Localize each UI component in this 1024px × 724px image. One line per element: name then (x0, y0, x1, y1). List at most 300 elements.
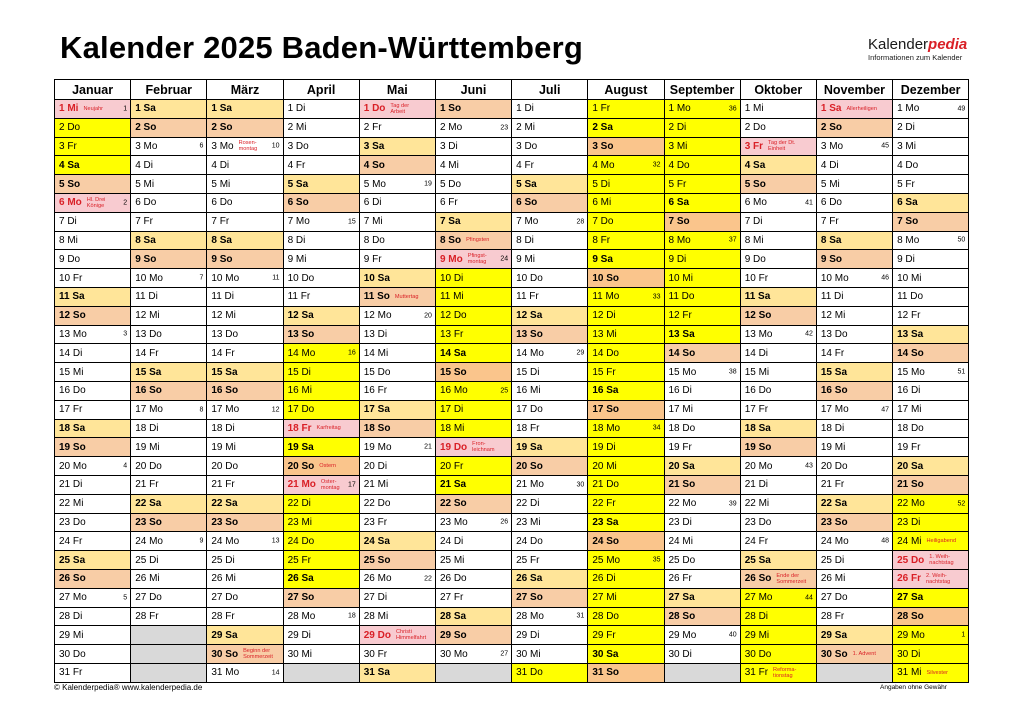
day-label: 26 Mo (363, 573, 392, 585)
day-label: 6 Fr (439, 197, 458, 209)
day-cell (893, 570, 969, 589)
day-cell (817, 175, 893, 194)
day-cell (512, 476, 588, 495)
day-cell (893, 100, 969, 119)
day-label: 7 Di (59, 216, 77, 228)
day-label: 17 Mo (135, 404, 163, 416)
day-label: 10 Do (287, 272, 315, 284)
day-cell (360, 194, 436, 213)
day-label: 23 So (820, 516, 848, 528)
day-label: 31 Fr (744, 667, 769, 679)
day-cell (512, 608, 588, 627)
day-label: 19 So (59, 441, 86, 453)
day-cell (893, 608, 969, 627)
day-cell (817, 213, 893, 232)
week-number: 7 (199, 274, 204, 282)
holiday-note: 1. Advent (852, 651, 876, 657)
day-label: 10 Sa (363, 272, 390, 284)
day-cell (741, 175, 817, 194)
day-label: 15 Mo (668, 366, 697, 378)
day-label: 13 Do (211, 328, 239, 340)
day-cell (512, 175, 588, 194)
day-cell (284, 326, 360, 345)
day-cell (55, 401, 131, 420)
day-cell (436, 626, 512, 645)
day-label: 13 Sa (897, 328, 924, 340)
day-cell (893, 626, 969, 645)
day-label: 19 Di (592, 441, 616, 453)
day-cell (360, 570, 436, 589)
week-number: 44 (805, 594, 813, 602)
day-label: 18 Do (668, 422, 696, 434)
day-cell (284, 608, 360, 627)
day-cell (817, 156, 893, 175)
holiday-note: Allerheiligen (846, 105, 877, 112)
day-label: 25 Di (820, 554, 845, 566)
day-cell (131, 589, 207, 608)
day-label: 12 Mi (135, 310, 160, 322)
day-cell (284, 119, 360, 138)
day-cell (207, 664, 283, 683)
day-cell (588, 250, 664, 269)
day-cell (512, 551, 588, 570)
day-label: 27 Mo (744, 592, 773, 604)
day-label: 31 So (592, 667, 619, 679)
day-cell (131, 194, 207, 213)
day-cell (55, 476, 131, 495)
day-label: 22 Mi (744, 498, 770, 510)
day-label: 17 Fr (744, 404, 769, 416)
month-header: Juni (436, 80, 512, 100)
day-cell (360, 626, 436, 645)
day-cell (284, 307, 360, 326)
day-cell (207, 250, 283, 269)
week-number: 41 (805, 199, 813, 207)
week-number: 52 (957, 500, 966, 508)
week-number: 21 (424, 443, 432, 451)
day-cell (436, 457, 512, 476)
day-cell (436, 344, 512, 363)
day-cell (360, 589, 436, 608)
day-label: 5 Mi (135, 178, 155, 190)
day-cell (512, 382, 588, 401)
day-label: 22 Fr (592, 498, 616, 510)
day-label: 31 Sa (363, 667, 390, 679)
day-label: 13 Di (363, 328, 388, 340)
day-label: 16 Di (897, 385, 921, 397)
day-cell (207, 138, 283, 157)
day-label: 4 Do (897, 159, 919, 171)
day-label: 29 Di (516, 629, 540, 641)
day-label: 18 Fr (287, 422, 312, 434)
day-cell (893, 269, 969, 288)
day-cell (893, 514, 969, 533)
day-label: 5 Sa (516, 178, 537, 190)
month-header: Januar (55, 80, 131, 100)
day-cell (55, 269, 131, 288)
day-cell (512, 138, 588, 157)
day-label: 1 Mo (897, 103, 920, 115)
week-number: 2 (123, 199, 128, 207)
day-cell (512, 100, 588, 119)
day-label: 26 Mi (211, 573, 236, 585)
day-cell (207, 382, 283, 401)
day-cell (817, 119, 893, 138)
day-label: 18 Do (897, 422, 924, 434)
day-cell (512, 570, 588, 589)
day-cell (131, 175, 207, 194)
empty-day-cell (131, 664, 207, 683)
holiday-note: Karfreitag (316, 425, 341, 432)
day-label: 21 Sa (439, 479, 467, 491)
day-cell (55, 344, 131, 363)
day-cell (131, 514, 207, 533)
day-label: 7 Di (744, 216, 763, 228)
holiday-note: Silvester (926, 669, 948, 676)
day-cell (512, 269, 588, 288)
day-label: 25 Mo (592, 554, 621, 566)
day-cell (512, 589, 588, 608)
day-label: 19 Mo (363, 441, 392, 453)
day-cell (588, 232, 664, 251)
day-cell (741, 250, 817, 269)
day-label: 23 Fr (363, 516, 388, 528)
day-cell (55, 156, 131, 175)
day-cell (284, 438, 360, 457)
day-label: 2 So (211, 122, 233, 134)
day-label: 24 Di (439, 535, 464, 547)
day-cell (817, 194, 893, 213)
day-label: 22 Mi (59, 498, 84, 510)
day-cell (55, 532, 131, 551)
holiday-note: Tag der Dt. Einheit (768, 140, 796, 153)
day-cell (665, 175, 741, 194)
day-cell (55, 645, 131, 664)
day-cell (588, 401, 664, 420)
week-number: 26 (500, 518, 509, 526)
day-cell (665, 495, 741, 514)
day-cell (741, 664, 817, 683)
day-cell (284, 213, 360, 232)
day-label: 9 Do (744, 253, 766, 265)
day-label: 15 Sa (211, 366, 238, 378)
day-label: 7 Sa (439, 216, 461, 228)
day-label: 16 Mi (287, 385, 313, 397)
day-cell (817, 514, 893, 533)
day-cell (817, 288, 893, 307)
week-number: 36 (728, 105, 737, 113)
day-cell (360, 363, 436, 382)
day-cell (741, 608, 817, 627)
day-cell (741, 645, 817, 664)
day-cell (512, 194, 588, 213)
day-label: 20 So (287, 460, 315, 472)
day-cell (55, 608, 131, 627)
week-number: 45 (881, 142, 890, 150)
day-label: 21 Fr (211, 479, 235, 491)
day-label: 31 Do (516, 667, 543, 679)
day-cell (665, 420, 741, 439)
holiday-note: Heiligabend (926, 538, 957, 545)
logo[interactable] (868, 37, 972, 62)
day-cell (817, 232, 893, 251)
day-cell (55, 420, 131, 439)
day-label: 10 Di (439, 272, 464, 284)
day-label: 8 Sa (820, 234, 842, 246)
day-cell (817, 363, 893, 382)
day-cell (893, 138, 969, 157)
day-label: 24 Sa (363, 535, 390, 547)
day-cell (55, 326, 131, 345)
day-cell (131, 382, 207, 401)
day-cell (741, 344, 817, 363)
day-cell (741, 119, 817, 138)
day-cell (741, 288, 817, 307)
day-cell (131, 420, 207, 439)
day-label: 5 Fr (668, 178, 687, 190)
day-label: 7 So (897, 216, 919, 228)
day-label: 3 Mi (668, 140, 688, 152)
day-label: 23 Di (668, 516, 692, 528)
footer-copyright: © Kalenderpedia® www.kalenderpedia.de (54, 683, 203, 692)
day-cell (817, 250, 893, 269)
day-label: 1 Sa (820, 103, 842, 115)
day-cell (893, 551, 969, 570)
day-cell (436, 382, 512, 401)
day-cell (436, 363, 512, 382)
day-cell (55, 138, 131, 157)
month-header: Juli (512, 80, 588, 100)
day-cell (131, 288, 207, 307)
week-number: 14 (271, 669, 280, 677)
day-label: 7 Mi (363, 216, 383, 228)
day-label: 6 Do (211, 197, 233, 209)
month-header: Dezember (893, 80, 969, 100)
page-title: Kalender 2025 Baden-Württemberg (60, 30, 583, 65)
day-cell (284, 382, 360, 401)
day-cell (360, 438, 436, 457)
day-label: 23 Di (897, 516, 921, 528)
day-label: 23 So (211, 516, 239, 528)
day-label: 5 Fr (897, 178, 915, 190)
day-label: 24 Do (287, 535, 315, 547)
day-label: 21 Fr (135, 479, 159, 491)
day-label: 8 Do (363, 234, 385, 246)
day-cell (207, 514, 283, 533)
day-cell (55, 589, 131, 608)
day-label: 22 Di (287, 498, 311, 510)
day-label: 27 Do (135, 592, 162, 604)
day-cell (588, 551, 664, 570)
day-cell (55, 570, 131, 589)
day-label: 4 Fr (516, 159, 534, 171)
day-cell (665, 570, 741, 589)
day-label: 9 Do (59, 253, 81, 265)
day-label: 24 Mo (211, 535, 240, 547)
day-cell (131, 551, 207, 570)
day-cell (360, 457, 436, 476)
day-cell (512, 664, 588, 683)
day-cell (588, 156, 664, 175)
day-label: 12 Mi (820, 310, 846, 322)
day-cell (284, 626, 360, 645)
day-cell (436, 420, 512, 439)
day-label: 27 So (287, 592, 315, 604)
day-label: 23 Mo (439, 516, 468, 528)
day-label: 3 Do (516, 140, 538, 152)
day-cell (817, 476, 893, 495)
logo-suffix: pedia (928, 36, 968, 53)
day-cell (436, 438, 512, 457)
day-cell (55, 119, 131, 138)
day-label: 9 So (211, 253, 233, 265)
day-label: 4 Fr (287, 159, 306, 171)
day-label: 30 Di (897, 648, 921, 660)
day-cell (436, 645, 512, 664)
week-number: 32 (652, 161, 661, 169)
day-label: 5 Mo (363, 178, 386, 190)
day-cell (893, 532, 969, 551)
week-number: 27 (500, 650, 509, 658)
day-cell (131, 532, 207, 551)
day-cell (360, 551, 436, 570)
day-cell (360, 645, 436, 664)
day-label: 30 Di (668, 648, 692, 660)
day-cell (741, 589, 817, 608)
day-label: 3 Di (439, 140, 458, 152)
day-cell (893, 457, 969, 476)
week-number: 1 (123, 105, 128, 113)
day-label: 29 Mo (897, 629, 925, 641)
day-label: 15 Di (516, 366, 540, 378)
day-cell (817, 438, 893, 457)
day-cell (360, 344, 436, 363)
day-cell (207, 608, 283, 627)
day-label: 11 Di (820, 291, 844, 303)
day-cell (588, 175, 664, 194)
day-cell (893, 250, 969, 269)
holiday-note: Reforma-tionstag (773, 666, 797, 679)
day-cell (893, 363, 969, 382)
day-cell (741, 476, 817, 495)
day-cell (741, 232, 817, 251)
day-cell (893, 645, 969, 664)
day-label: 5 Di (592, 178, 611, 190)
day-cell (131, 570, 207, 589)
day-label: 3 Sa (363, 140, 385, 152)
day-cell (360, 608, 436, 627)
day-cell (588, 363, 664, 382)
day-cell (131, 269, 207, 288)
day-cell (360, 664, 436, 683)
day-cell (131, 363, 207, 382)
day-cell (665, 532, 741, 551)
day-cell (893, 495, 969, 514)
day-cell (436, 194, 512, 213)
day-label: 17 Di (439, 404, 464, 416)
day-label: 17 So (592, 404, 619, 416)
month-header: Mai (360, 80, 436, 100)
day-cell (360, 119, 436, 138)
day-label: 4 Sa (744, 159, 766, 171)
day-label: 4 Mi (439, 159, 459, 171)
day-cell (284, 100, 360, 119)
day-cell (741, 194, 817, 213)
day-label: 5 So (744, 178, 766, 190)
day-label: 7 Fr (820, 216, 839, 228)
day-label: 25 Fr (516, 554, 540, 566)
day-cell (588, 138, 664, 157)
day-label: 15 Di (287, 366, 311, 378)
holiday-note: Pfingst-montag (467, 253, 487, 266)
day-label: 15 Sa (820, 366, 848, 378)
day-label: 9 Di (897, 253, 915, 265)
holiday-note: Tag der Arbeit (390, 102, 410, 115)
day-cell (360, 269, 436, 288)
week-number: 1 (961, 631, 966, 639)
day-cell (360, 401, 436, 420)
day-cell (284, 401, 360, 420)
day-cell (436, 532, 512, 551)
day-cell (360, 232, 436, 251)
day-cell (741, 495, 817, 514)
day-label: 11 Sa (744, 291, 771, 303)
day-label: 21 Di (59, 479, 83, 491)
day-label: 4 Mo (592, 159, 615, 171)
day-label: 24 So (592, 535, 619, 547)
day-label: 24 Mo (820, 535, 849, 547)
day-cell (741, 382, 817, 401)
day-cell (436, 232, 512, 251)
day-label: 29 Mi (59, 629, 84, 641)
logo-prefix: Kalender (868, 36, 929, 53)
day-label: 10 Mi (668, 272, 693, 284)
empty-day-cell (131, 645, 207, 664)
holiday-note: Muttertag (394, 293, 419, 300)
day-cell (665, 288, 741, 307)
day-label: 2 Do (744, 122, 766, 134)
day-label: 20 So (516, 460, 543, 472)
week-number: 29 (576, 349, 585, 357)
day-cell (588, 626, 664, 645)
day-label: 12 Sa (516, 310, 543, 322)
day-cell (893, 420, 969, 439)
day-cell (436, 138, 512, 157)
day-cell (55, 457, 131, 476)
day-label: 20 Mo (744, 460, 773, 472)
day-label: 24 Mo (135, 535, 163, 547)
day-label: 12 Fr (668, 310, 692, 322)
day-cell (665, 608, 741, 627)
day-label: 18 Sa (59, 422, 86, 434)
day-label: 14 Fr (135, 347, 159, 359)
week-number: 23 (500, 124, 509, 132)
holiday-note: Ostern (319, 463, 337, 470)
day-cell (741, 514, 817, 533)
day-label: 5 Do (439, 178, 462, 190)
day-cell (512, 495, 588, 514)
logo-wordmark (868, 37, 972, 52)
day-label: 12 Sa (287, 310, 314, 322)
day-label: 9 So (820, 253, 842, 265)
day-label: 14 Mi (363, 347, 389, 359)
day-cell (588, 514, 664, 533)
day-label: 4 So (363, 159, 385, 171)
day-label: 29 Sa (211, 629, 238, 641)
day-cell (360, 213, 436, 232)
day-label: 8 Di (287, 234, 306, 246)
day-label: 1 Fr (592, 103, 611, 115)
